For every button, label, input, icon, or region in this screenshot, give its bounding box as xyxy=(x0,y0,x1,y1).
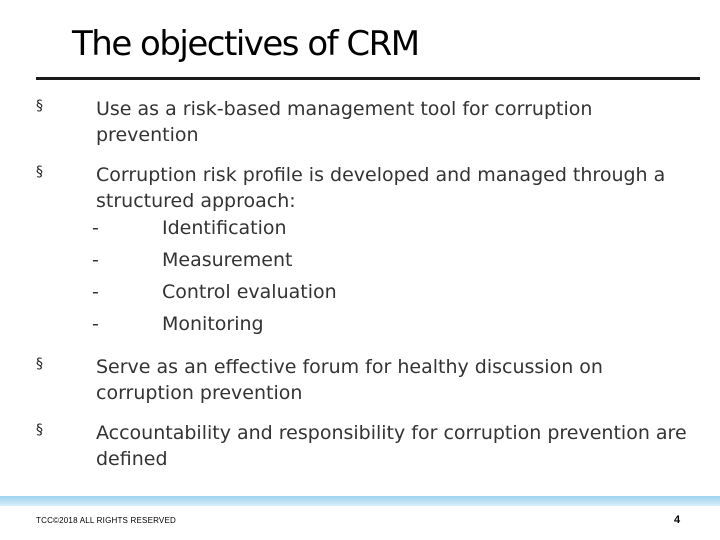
dash-marker: - xyxy=(92,313,99,335)
sub-item-label: Monitoring xyxy=(162,313,264,335)
dash-marker: - xyxy=(92,217,99,239)
sub-item-label: Identification xyxy=(162,217,287,239)
dash-marker: - xyxy=(92,281,99,303)
slide-title: The objectives of CRM xyxy=(72,24,419,64)
sub-list-item xyxy=(92,212,636,244)
sub-list-item xyxy=(92,276,636,308)
sub-list-item xyxy=(92,244,636,276)
footer-band xyxy=(0,496,720,506)
bullet-marker-icon: § xyxy=(36,422,43,438)
title-underline xyxy=(36,77,700,80)
sub-item-label: Measurement xyxy=(162,249,293,271)
sub-item-label: Control evaluation xyxy=(162,281,337,303)
bullet-marker-icon: § xyxy=(36,356,43,372)
page-number: 4 xyxy=(674,514,681,526)
bullet-marker-icon: § xyxy=(36,98,43,114)
sub-list xyxy=(92,212,636,340)
bullet-text: Corruption risk profile is developed and managed through a structured approach: xyxy=(96,164,666,212)
dash-marker: - xyxy=(92,249,99,271)
bullet-text: Use as a risk-based management tool for corruption prevention xyxy=(96,98,593,146)
bullet-text: Accountability and responsibility for corruption prevention are defined xyxy=(96,422,687,470)
bullet-text: Serve as an effective forum for healthy discussion on corruption prevention xyxy=(96,356,603,404)
footer-copyright: TCC©2018 ALL RIGHTS RESERVED xyxy=(36,516,176,525)
bullet-marker-icon: § xyxy=(36,164,43,180)
sub-list-item xyxy=(92,308,636,340)
